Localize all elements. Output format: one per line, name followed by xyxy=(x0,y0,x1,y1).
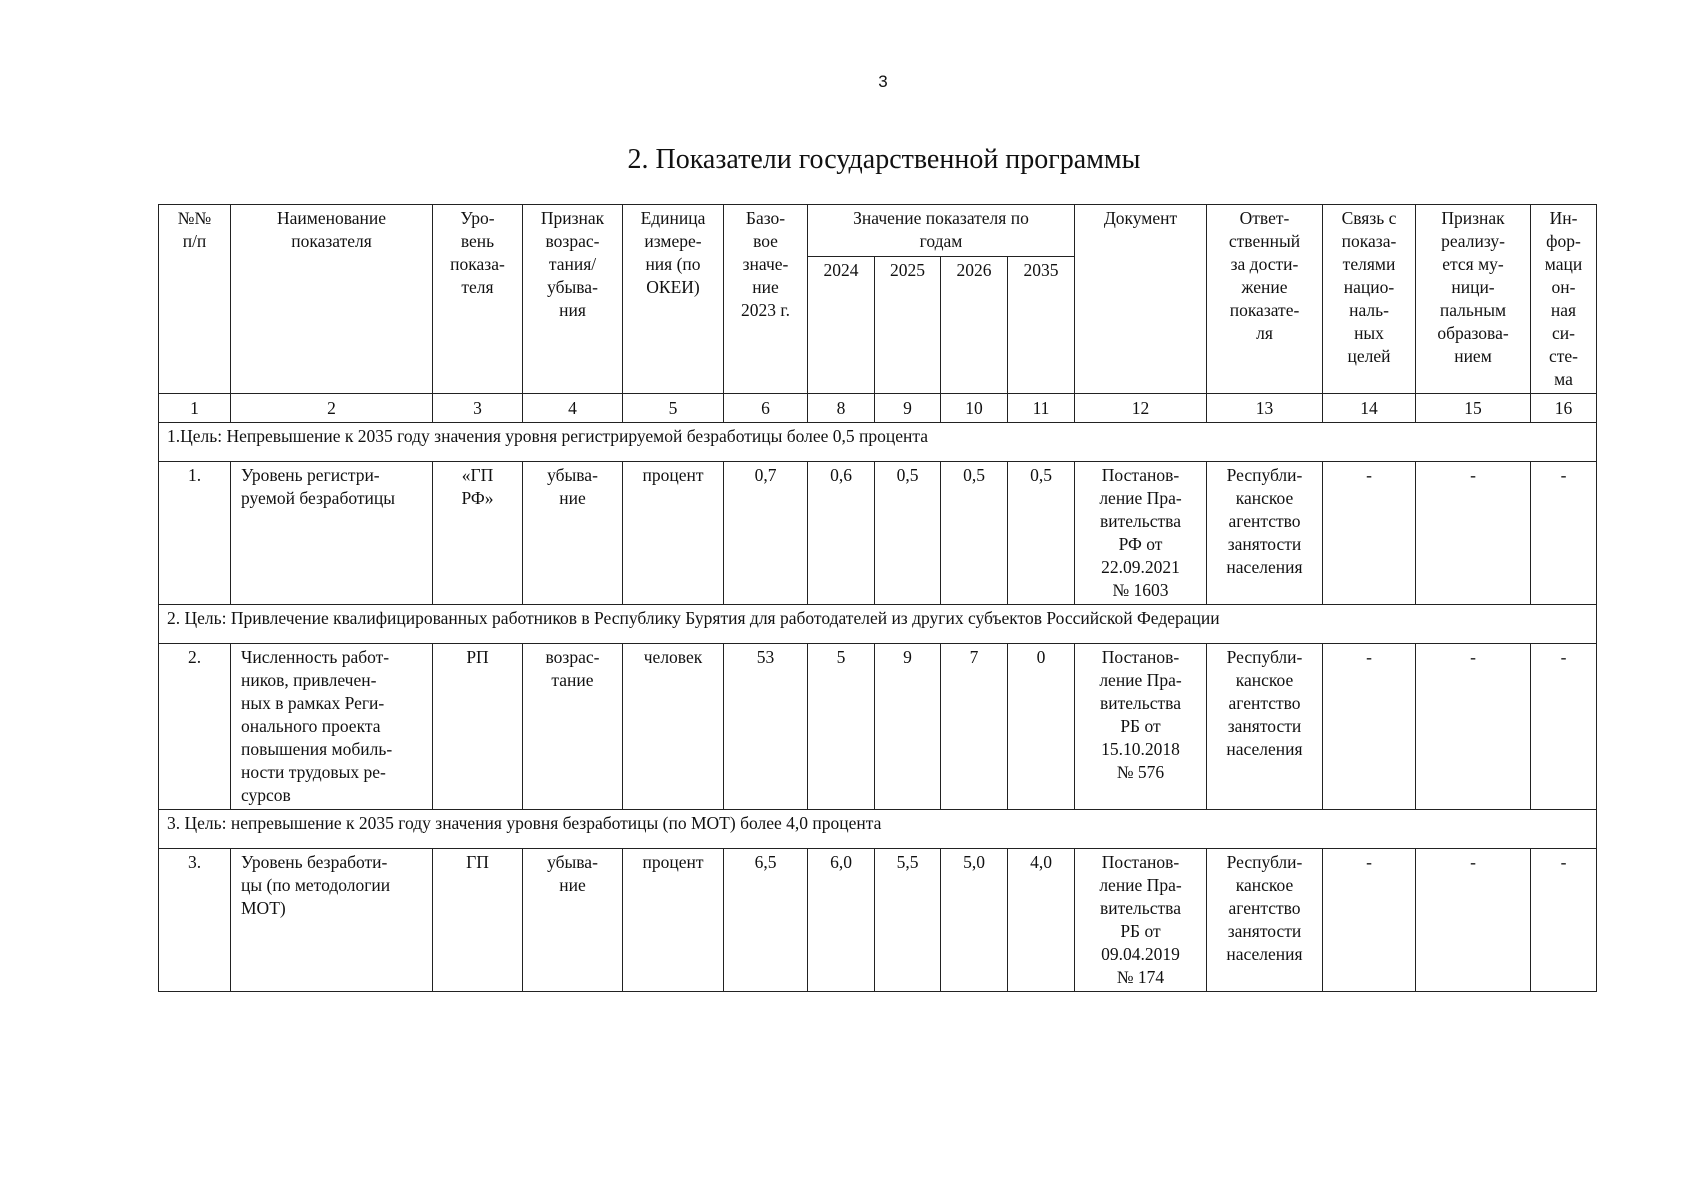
col-number: 14 xyxy=(1323,394,1416,423)
header-municipal: Признак реализу- ется му- ници- пальным образова- нием xyxy=(1416,205,1531,394)
row-responsible: Республи- канское агентство занятости населения xyxy=(1207,644,1323,810)
row-trend: убыва- ние xyxy=(523,462,623,605)
header-national-goals: Связь с показа- телями нацио- наль- ных целей xyxy=(1323,205,1416,394)
col-number: 15 xyxy=(1416,394,1531,423)
goal-text: 3. Цель: непревышение к 2035 году значения уровня безработицы (по МОТ) более 4,0 процента xyxy=(159,810,1597,849)
col-number: 13 xyxy=(1207,394,1323,423)
goal-row xyxy=(159,605,1597,644)
row-v2024: 6,0 xyxy=(808,849,875,992)
row-municipal: - xyxy=(1416,644,1531,810)
col-number: 8 xyxy=(808,394,875,423)
header-year-2024: 2024 xyxy=(808,257,875,394)
row-v2024: 5 xyxy=(808,644,875,810)
table-row xyxy=(159,644,1597,810)
page-title: 2. Показатели государственной программы xyxy=(627,144,1141,175)
row-v2035: 0 xyxy=(1008,644,1075,810)
header-base: Базо- вое значе- ние 2023 г. xyxy=(724,205,808,394)
row-level: «ГП РФ» xyxy=(433,462,523,605)
row-v2025: 5,5 xyxy=(875,849,941,992)
col-number: 12 xyxy=(1075,394,1207,423)
col-number: 2 xyxy=(231,394,433,423)
col-number: 9 xyxy=(875,394,941,423)
header-unit: Единица измере- ния (по ОКЕИ) xyxy=(623,205,724,394)
row-level: РП xyxy=(433,644,523,810)
goal-text: 2. Цель: Привлечение квалифицированных работников в Республику Бурятия для работодателей из других субъектов Российской Федерации xyxy=(159,605,1597,644)
col-number: 3 xyxy=(433,394,523,423)
row-info-system: - xyxy=(1531,644,1597,810)
col-number: 5 xyxy=(623,394,724,423)
row-document: Постанов- ление Пра- вительства РБ от 15.10.2018 № 576 xyxy=(1075,644,1207,810)
row-municipal: - xyxy=(1416,462,1531,605)
row-name: Уровень безработи- цы (по методологии МОТ) xyxy=(231,849,433,992)
row-national-goals: - xyxy=(1323,462,1416,605)
header-info-system: Ин- фор- маци он- ная си- сте- ма xyxy=(1531,205,1597,394)
row-national-goals: - xyxy=(1323,644,1416,810)
goal-row xyxy=(159,423,1597,462)
column-numbers-row xyxy=(159,394,1597,423)
row-info-system: - xyxy=(1531,849,1597,992)
row-v2026: 0,5 xyxy=(941,462,1008,605)
row-v2026: 5,0 xyxy=(941,849,1008,992)
row-base: 0,7 xyxy=(724,462,808,605)
row-base: 53 xyxy=(724,644,808,810)
row-v2026: 7 xyxy=(941,644,1008,810)
page-number: 3 xyxy=(878,72,888,91)
row-v2025: 0,5 xyxy=(875,462,941,605)
row-national-goals: - xyxy=(1323,849,1416,992)
header-trend: Признак возрас- тания/ убыва- ния xyxy=(523,205,623,394)
row-name: Уровень регистри- руемой безработицы xyxy=(231,462,433,605)
row-v2035: 4,0 xyxy=(1008,849,1075,992)
row-document: Постанов- ление Пра- вительства РФ от 22.09.2021 № 1603 xyxy=(1075,462,1207,605)
header-responsible: Ответ- ственный за дости- жение показате- ля xyxy=(1207,205,1323,394)
col-number: 16 xyxy=(1531,394,1597,423)
header-values: Значение показателя по годам xyxy=(808,205,1075,257)
header-num: №№ п/п xyxy=(159,205,231,394)
header-name: Наименование показателя xyxy=(231,205,433,394)
row-v2035: 0,5 xyxy=(1008,462,1075,605)
row-unit: процент xyxy=(623,849,724,992)
row-num: 3. xyxy=(159,849,231,992)
row-level: ГП xyxy=(433,849,523,992)
row-info-system: - xyxy=(1531,462,1597,605)
row-unit: процент xyxy=(623,462,724,605)
row-responsible: Республи- канское агентство занятости населения xyxy=(1207,462,1323,605)
row-v2025: 9 xyxy=(875,644,941,810)
col-number: 10 xyxy=(941,394,1008,423)
table-row xyxy=(159,462,1597,605)
col-number: 11 xyxy=(1008,394,1075,423)
header-document: Документ xyxy=(1075,205,1207,394)
header-row xyxy=(159,205,1597,257)
row-num: 1. xyxy=(159,462,231,605)
row-trend: возрас- тание xyxy=(523,644,623,810)
row-name: Численность работ- ников, привлечен- ных в рамках Реги- онального проекта повышения мобиль- ности трудовых ре- сурсов xyxy=(231,644,433,810)
header-level: Уро- вень показа- теля xyxy=(433,205,523,394)
indicators-table xyxy=(158,204,1597,992)
row-trend: убыва- ние xyxy=(523,849,623,992)
col-number: 1 xyxy=(159,394,231,423)
goal-text: 1.Цель: Непревышение к 2035 году значения уровня регистрируемой безработицы более 0,5 процента xyxy=(159,423,1597,462)
row-v2024: 0,6 xyxy=(808,462,875,605)
col-number: 6 xyxy=(724,394,808,423)
row-base: 6,5 xyxy=(724,849,808,992)
row-num: 2. xyxy=(159,644,231,810)
header-year-2025: 2025 xyxy=(875,257,941,394)
header-year-2026: 2026 xyxy=(941,257,1008,394)
row-responsible: Республи- канское агентство занятости населения xyxy=(1207,849,1323,992)
row-unit: человек xyxy=(623,644,724,810)
row-municipal: - xyxy=(1416,849,1531,992)
goal-row xyxy=(159,810,1597,849)
header-year-2035: 2035 xyxy=(1008,257,1075,394)
row-document: Постанов- ление Пра- вительства РБ от 09.04.2019 № 174 xyxy=(1075,849,1207,992)
table-row xyxy=(159,849,1597,992)
col-number: 4 xyxy=(523,394,623,423)
